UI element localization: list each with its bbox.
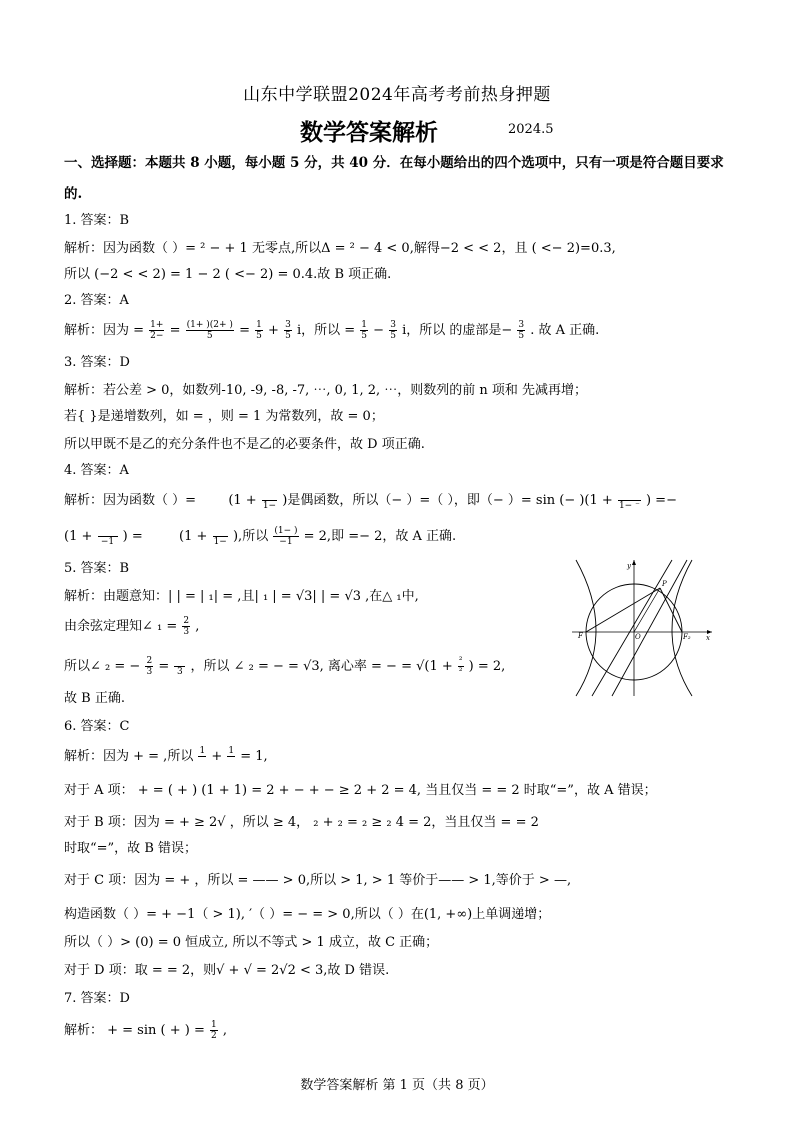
segment-op [634, 588, 660, 632]
section-heading-line2: 的. [64, 186, 83, 202]
q5-answer: 5. 答案：B [64, 561, 130, 576]
q7-line1: 解析： + = sin ( + ) = $\frac{1}{2}$ , [64, 1020, 227, 1041]
q3-line2: 若{ }是递增数列，如 = ，则 = 1 为常数列，故 = 0； [64, 409, 384, 424]
fraction: 1− ⁻ [618, 490, 641, 511]
page-subtitle: 数学答案解析 [300, 119, 438, 146]
page-footer: 数学答案解析 第 1 页（共 8 页） [300, 1078, 494, 1093]
label-p: P [662, 580, 667, 588]
q6-option-b-line1: 对于 B 项：因为 = + ≥ 2√ ，所以 ≥ 4， ₂ + ₂ = ₂ ≥ ₂ 4 = 2，当且仅当 = = 2 [64, 815, 539, 830]
q3-answer: 3. 答案：D [64, 355, 130, 370]
q6-line1: 解析：因为 + = ,所以 1 + 1 = 1, [64, 746, 268, 767]
q6-option-c-line3: 所以（ ）> (0) = 0 恒成立, 所以不等式 > 1 成立，故 C 正确； [64, 935, 439, 950]
label-x: x [706, 634, 710, 642]
hyperbola-figure [572, 558, 714, 698]
label-o: O [635, 633, 641, 641]
segment-f1p [586, 588, 660, 632]
q4-answer: 4. 答案：A [64, 463, 129, 478]
segment-pf2 [660, 588, 682, 632]
fraction: −1 [98, 526, 118, 547]
q3-line1: 解析：若公差 > 0，如数列-10, -9, -8, -7, ⋯, 0, 1, 2, ⋯，则数列的前 n 项和 先减再增； [64, 383, 588, 398]
label-f1: F [578, 632, 583, 640]
y-axis-arrow [632, 560, 636, 565]
q5-line2: 由余弦定理知∠ ₁ = $\frac{2}{3}$ , [64, 616, 200, 637]
line-2 [592, 560, 672, 696]
label-y: y [627, 562, 631, 570]
q2-solution: 解析：因为 = $\frac{1+}{2-}$ = $\frac{(1+ )(2+ )}{5}$ = $\frac{1}{5}$ + $\frac{3}{5}$ i，所以 = $\frac{1}{5}$ − $\frac{3}{5}$ i，所以 的虚部是− $\frac{3}{5}$ . 故 A 正确. [64, 320, 600, 341]
fraction: $\frac{(1+ )(2+ )}{5}$ [186, 320, 233, 341]
q2-answer: 2. 答案：A [64, 293, 129, 308]
page-date: 2024.5 [508, 122, 554, 137]
q5-line4: 故 B 正确. [64, 691, 125, 706]
q6-option-b-line2: 时取“=”，故 B 错误； [64, 841, 198, 856]
fraction: $\frac{1}{2}$ [210, 1020, 217, 1041]
fraction: 3 [174, 656, 185, 677]
q5-line1: 解析：由题意知：| | = | ₁| = ,且| ₁ | = √3| | = √3 ,在△ ₁中, [64, 589, 419, 604]
q6-option-c-line2: 构造函数（ ）= + −1（ > 1), ′（ ）= − = > 0,所以（ ）在(1, +∞)上单调递增； [64, 907, 551, 922]
q5-line3: 所以∠ ₂ = − $\frac{2}{3}$ = 3 ，所以 ∠ ₂ = − = √3, 离心率 = − = √(1 + $\frac{\text{²}}{\text{²}}$ ) = 2, [64, 656, 506, 677]
q6-option-d: 对于 D 项：取 = = 2，则√ + √ = 2√2 < 3,故 D 错误. [64, 963, 390, 978]
q6-answer: 6. 答案：C [64, 719, 130, 734]
fraction: $\frac{(1- )}{-1}$ [274, 526, 298, 547]
fraction: $\frac{2}{3}$ [146, 656, 153, 677]
q3-line3: 所以甲既不是乙的充分条件也不是乙的必要条件，故 D 项正确. [64, 437, 425, 452]
q6-option-a: 对于 A 项： + = ( + ) (1 + 1) = 2 + − + − ≥ 2 + 2 = 4, 当且仅当 = = 2 时取“=”，故 A 错误； [64, 783, 657, 798]
fraction: 1− [213, 526, 228, 547]
fraction: $\frac{1+}{2-}$ [150, 320, 164, 341]
fraction: 1 [228, 746, 235, 756]
q1-answer: 1. 答案：B [64, 213, 130, 228]
fraction: 1− [262, 490, 277, 511]
q7-answer: 7. 答案：D [64, 991, 130, 1006]
q4-line2: (1 + −1 ) = (1 + 1− ),所以 $\frac{(1- )}{-1}$ = 2,即 =− 2，故 A 正确. [64, 526, 457, 547]
page-title: 山东中学联盟2024年高考考前热身押题 [243, 85, 551, 105]
fraction: $\frac{\text{²}}{\text{²}}$ [458, 656, 463, 677]
hyperbola-diagram [572, 558, 714, 698]
line-1 [612, 560, 687, 696]
section-heading-line1: 一、选择题：本题共 8 小题，每小题 5 分，共 40 分．在每小题给出的四个选项中，只有一项是符合题目要求 [64, 155, 724, 171]
fraction: $\frac{3}{5}$ [285, 320, 291, 341]
fraction: $\frac{3}{5}$ [390, 320, 396, 341]
q1-line2: 所以 (−2 < < 2) = 1 − 2 ( <− 2) = 0.4.故 B 项正确. [64, 267, 392, 282]
fraction: 1 [199, 746, 206, 756]
fraction: $\frac{1}{5}$ [256, 320, 262, 341]
fraction: $\frac{1}{5}$ [361, 320, 367, 341]
q6-option-c-line1: 对于 C 项：因为 = + ，所以 = —— > 0,所以 > 1, > 1 等价于—— > 1,等价于 > —, [64, 873, 572, 888]
fraction: $\frac{2}{3}$ [183, 616, 190, 637]
q1-line1: 解析：因为函数（ ）= ² − + 1 无零点,所以Δ = ² − 4 < 0,解得−2 < < 2，且 ( <− 2)=0.3, [64, 241, 616, 256]
q4-line1: 解析：因为函数（ ）= (1 + 1− )是偶函数，所以（− ）=（ ），即（− ）= sin (− )(1 + 1− ⁻ ) =− [64, 490, 677, 511]
label-f2: F₂ [683, 633, 691, 641]
fraction: $\frac{3}{5}$ [518, 320, 525, 341]
